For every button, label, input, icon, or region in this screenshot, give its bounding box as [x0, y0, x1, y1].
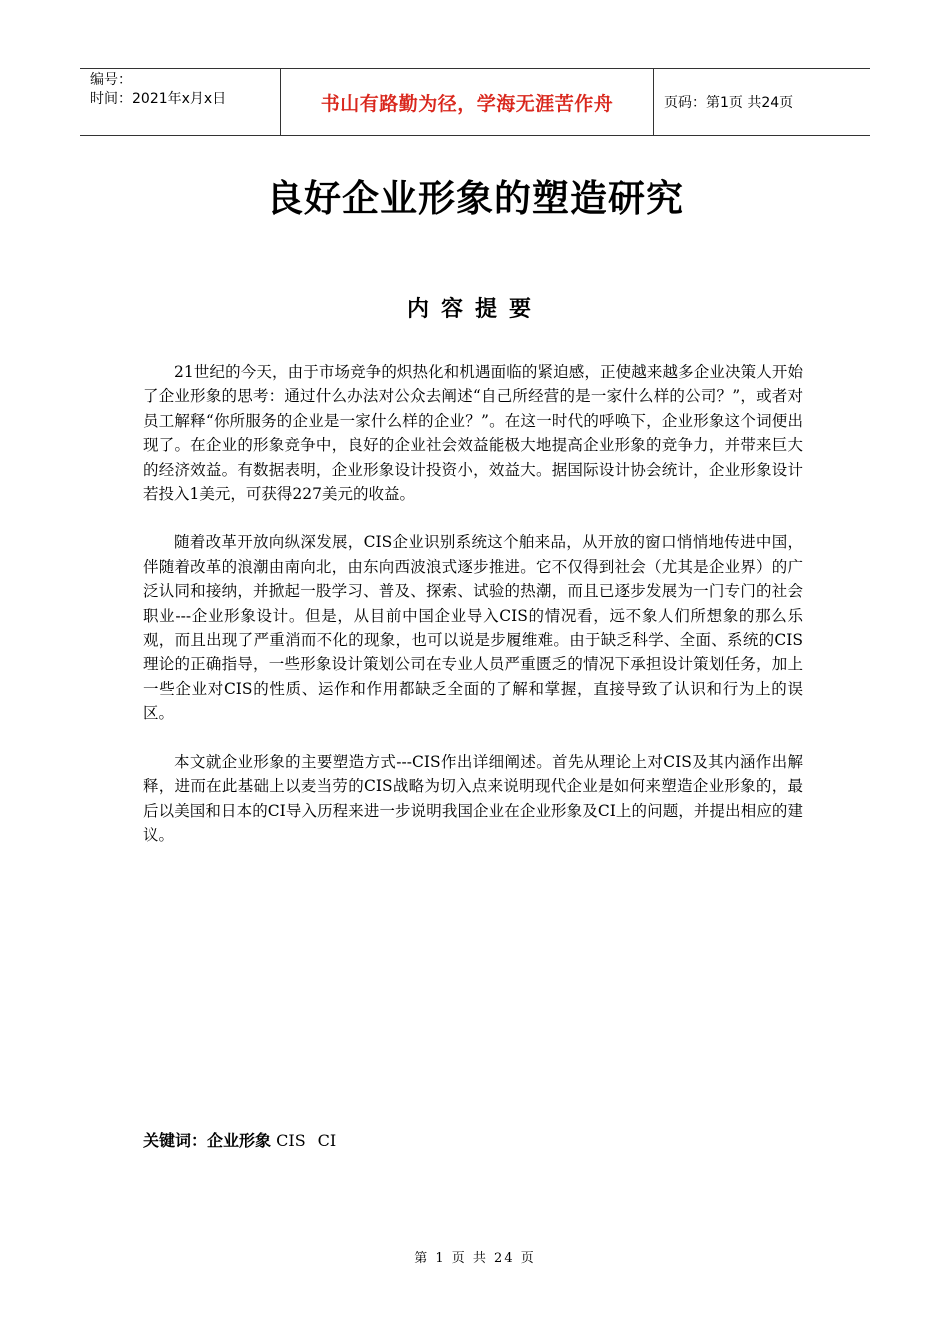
paragraph-2: 随着改革开放向纵深发展，CIS企业识别系统这个舶来品，从开放的窗口悄悄地传进中国，伴随着改革的浪潮由南向北，由东向西波浪式逐步推进。它不仅得到社会（尤其是企业界）的广泛认同和接纳，并掀起一股学习、普及、探索、试验的热潮，而且已逐步发展为一门专门的社会职业---企业形象设计。但是，从目前中国企业导入CIS的情况看，远不象人们所想象的那么乐观，而且出现了严重消而不化的现象，也可以说是步履维难。由于缺乏科学、全面、系统的CIS理论的正确指导，一些形象设计策划公司在专业人员严重匮乏的情况下承担设计策划任务，加上一些企业对CIS的性质、运作和作用都缺乏全面的了解和掌握，直接导致了认识和行为上的误区。: [143, 533, 803, 723]
header-page-code: [654, 69, 870, 135]
paragraph-3: 本文就企业形象的主要塑造方式---CIS作出详细阐述。首先从理论上对CIS及其内涵作出解释，进而在此基础上以麦当劳的CIS战略为切入点来说明现代企业是如何来塑造企业形象的，最后以美国和日本的CI导入历程来进一步说明我国企业在企业形象及CI上的问题，并提出相应的建议。: [143, 752, 803, 844]
keywords-label: 关键词：: [143, 1131, 208, 1150]
keyword-2: CIS: [276, 1131, 306, 1150]
number-label: 编号：: [90, 72, 132, 88]
keyword-3: CI: [317, 1131, 337, 1150]
abstract-body: [143, 360, 803, 871]
motto-text: 书山有路勤为径，学海无涯苦作舟: [320, 92, 614, 115]
header-meta: [80, 69, 281, 135]
page-footer: 第 1 页 共 24 页: [414, 1251, 536, 1266]
header-motto-cell: [281, 69, 654, 135]
paragraph-1: 21世纪的今天，由于市场竞争的炽热化和机遇面临的紧迫感，正使越来越多企业决策人开始了企业形象的思考：通过什么办法对公众去阐述“自己所经营的是一家什么样的公司？”，或者对员工解释“你所服务的企业是一家什么样的企业？”。在这一时代的呼唤下，企业形象这个词便出现了。在企业的形象竞争中，良好的企业社会效益能极大地提高企业形象的竞争力，并带来巨大的经济效益。有数据表明，企业形象设计投资小，效益大。据国际设计协会统计，企业形象设计若投入1美元，可获得227美元的收益。: [143, 363, 803, 504]
document-title: 良好企业形象的塑造研究: [266, 177, 684, 220]
document-header: [80, 68, 870, 136]
page-code-text: 页码：第1页 共24页: [664, 95, 794, 111]
time-label: 时间：2021年x月x日: [90, 91, 227, 107]
keywords-line: [143, 1128, 336, 1151]
section-title: 内容提要: [406, 297, 543, 322]
keyword-1: 企业形象: [207, 1131, 272, 1150]
